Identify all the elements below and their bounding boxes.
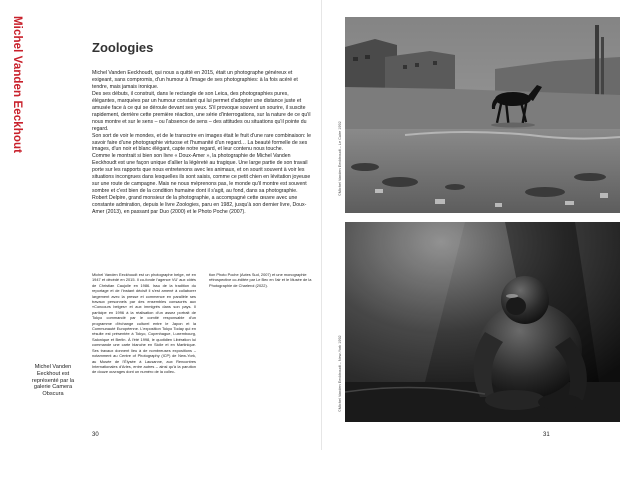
photo-horse-cairo — [345, 17, 620, 213]
photo-credit-text: ©Michel Vanden Eeckhoudt – Le Caire 1992 — [338, 121, 342, 196]
page-number-left: 30 — [92, 432, 99, 438]
photo-credit-text: ©Michel Vanden Eeckhoudt – New-York 1992 — [338, 335, 342, 412]
paragraph: Robert Delpire, grand monsieur de la photographie, a accompagné cette œuvre avec une constante admiration, depuis le livre Zoologies, paru en 1982, jusqu'à son dernier livre, Doux-Amer (2013), en passant par Duo (2000) et le Photo Poche (2007). — [92, 195, 307, 216]
paragraph: Comme le montrait si bien son livre « Doux-Amer », la photographie de Michel Vanden Eeckhoudt est une façon unique d'allier la légèreté au tragique. Une large partie de son travail porte sur les rapports que nous entretenons avec les animaux, et on sourit souvent à voir les situations incongrues dans lesquelles ils sont saisis, comme ce petit chien en lévitation joyeuse sur une route de campagne. Mais ne nous méprenons pas, le monde qu'il montre est souvent sombre et c'est bien de la condition humaine dont il s'agit, au fond, dans sa photographie. — [92, 153, 311, 195]
page-heading: Zoologies — [92, 40, 154, 55]
gorilla-photo — [345, 222, 620, 422]
biography-column-left: Michel Vanden Eeckhoudt est un photographe belge, né en 1947 et décédé en 2015. Il co-fonde l'agence VU' aux côtés de Christian Caujolle en 1986. Issu de la tradition du reportage et de l'instant décisif il s'est amené à collaborer largement avec la presse et commence en parallèle ses travaux personnels par des ensembles consacrés aux «Concours belges» et aux immigrés dans son pays. Il participe en 1996 à la réalisation d'un assez portrait de Tokyo commandé par le comité responsable d'un programme d'échange culturel entre le Japon et la Communauté Européenne. L'exposition Tokyo Today qui en résulte est présentée à Tokyo, Copenhague, Luxembourg, Salonique et Berlin. À l'été 1998, le quotidien Libération lui commande une carte blanche en Sicile et en Martinique. Ses travaux donnent lieu à de nombreuses expositions – notamment au Centre of Photography (ICP) de New-York, au Musée de l'Élysée à Lausanne, aux Rencontres Internationales d'Arles, entre autres – ainsi qu'à la parution de douze ouvrages dont un numéro de la collec- — [92, 272, 196, 375]
page-fold-divider — [321, 0, 322, 450]
paragraph: Des ses débuts, il construit, dans le rectangle de son Leica, des photographies pures, élégantes, marquées par un humour constant qui lui permet d'adopter une distance juste et amusée face à ce qui se déroule devant ses yeux. S'il provoque souvent un sourire, il suscite rapidement, derrière cette première réaction, une série d'interrogations, sur la nature de ce qu'il nous montre et sur le sens – ou l'absence de sens – des attitudes ou situations qu'il pointe du regard. — [92, 90, 311, 132]
horse-street-photo — [345, 17, 620, 213]
main-article-text — [92, 70, 312, 216]
page-number-right: 31 — [543, 432, 550, 438]
biography-column-right: tion Photo Poche (Actes Sud, 2007) et une monographie rétrospective co-éditée par Le Bec en l'air et le Musée de la Photographie de Charleroi (2022). — [209, 272, 312, 288]
paragraph: Michel Vanden Eeckhoudt, qui nous a quitté en 2015, était un photographe généreux et exigeant, sans compromis, d'un humour à l'image de ses photographies: à la fois acéré et tendre, mais jamais ironique. — [92, 70, 298, 90]
vertical-photographer-title — [9, 16, 23, 196]
gallery-note: Michel Vanden Eeckhout est représenté par la galerie Camera Obscura — [31, 364, 75, 398]
photo-gorilla-newyork — [345, 222, 620, 422]
photographer-name: Michel Vanden Eeckhout — [11, 16, 23, 154]
photo-credit-bottom — [334, 335, 346, 502]
paragraph: Son sort de voir le mondes, et de le transcrire en images était le fruit d'une rare combinaison: le savoir faire d'une photographie virtuose et l'humanité d'un regard… La beauté formelle de ses images, d'un noir et blanc élégant, capte notre regard, et leur contenu nous touche. — [92, 132, 311, 153]
